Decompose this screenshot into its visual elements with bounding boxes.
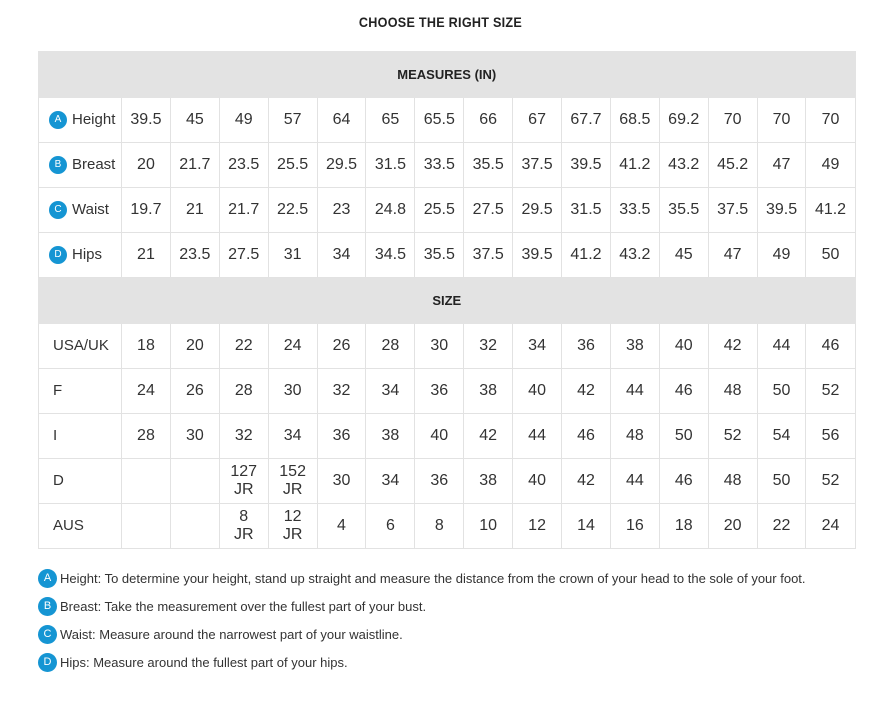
measure-value-cell: 31.5 <box>562 188 611 233</box>
measure-value-cell: 49 <box>219 98 268 143</box>
size-value-cell: 40 <box>415 414 464 459</box>
size-value-cell: 26 <box>317 324 366 369</box>
measure-value-cell: 37.5 <box>513 143 562 188</box>
measure-value-cell: 43.2 <box>659 143 708 188</box>
measure-value-cell: 35.5 <box>415 233 464 278</box>
size-value-cell: 38 <box>366 414 415 459</box>
measure-value-cell: 64 <box>317 98 366 143</box>
size-value-cell: 34 <box>513 324 562 369</box>
size-header-row <box>39 278 856 324</box>
size-value-cell <box>122 504 171 549</box>
size-header: SIZE <box>39 278 856 324</box>
measure-value-cell: 37.5 <box>708 188 757 233</box>
measure-value-cell: 33.5 <box>610 188 659 233</box>
measure-value-cell: 21 <box>170 188 219 233</box>
measure-value-cell: 25.5 <box>415 188 464 233</box>
measure-value-cell: 31.5 <box>366 143 415 188</box>
note-text: Hips: Measure around the fullest part of your hips. <box>60 654 348 670</box>
size-value-cell: 24 <box>122 369 171 414</box>
measure-value-cell: 57 <box>268 98 317 143</box>
measure-value-cell: 69.2 <box>659 98 708 143</box>
size-value-cell: 32 <box>219 414 268 459</box>
size-value-cell: 30 <box>415 324 464 369</box>
size-value-cell: 42 <box>708 324 757 369</box>
size-value-cell: 127 JR <box>219 459 268 504</box>
measure-value-cell: 45 <box>659 233 708 278</box>
note-text: Height: To determine your height, stand up straight and measure the distance from the crown of your head to the sole of your foot. <box>60 570 806 586</box>
measure-badge-icon: B <box>49 156 67 174</box>
measure-value-cell: 19.7 <box>122 188 171 233</box>
size-value-cell: 56 <box>806 414 855 459</box>
size-value-cell: 28 <box>122 414 171 459</box>
size-value-cell: 36 <box>562 324 611 369</box>
note-badge-icon: C <box>38 625 57 644</box>
measures-header: MEASURES (IN) <box>39 52 856 98</box>
note-badge-icon: B <box>38 597 57 616</box>
size-value-cell: 46 <box>562 414 611 459</box>
note-item <box>38 592 855 620</box>
measure-value-cell: 29.5 <box>317 143 366 188</box>
measure-value-cell: 45.2 <box>708 143 757 188</box>
size-value-cell: 48 <box>708 369 757 414</box>
measure-value-cell: 39.5 <box>757 188 806 233</box>
measure-value-cell: 33.5 <box>415 143 464 188</box>
size-value-cell: 38 <box>464 459 513 504</box>
size-value-cell <box>170 459 219 504</box>
size-system-label: I <box>39 414 122 459</box>
size-value-cell: 42 <box>464 414 513 459</box>
measure-label-text: Hips <box>72 245 103 263</box>
size-value-cell: 42 <box>562 459 611 504</box>
size-value-cell: 14 <box>562 504 611 549</box>
measure-value-cell: 70 <box>757 98 806 143</box>
measure-value-cell: 29.5 <box>513 188 562 233</box>
measure-value-cell: 66 <box>464 98 513 143</box>
measure-badge-icon: C <box>49 201 67 219</box>
size-value-cell: 34 <box>268 414 317 459</box>
size-value-cell: 46 <box>659 459 708 504</box>
size-value-cell: 8 <box>415 504 464 549</box>
size-value-cell: 44 <box>513 414 562 459</box>
measure-value-cell: 41.2 <box>610 143 659 188</box>
size-row-usauk <box>39 324 856 369</box>
size-row-i <box>39 414 856 459</box>
measure-value-cell: 41.2 <box>562 233 611 278</box>
measure-value-cell: 27.5 <box>464 188 513 233</box>
measure-value-cell: 49 <box>757 233 806 278</box>
size-value-cell: 52 <box>806 369 855 414</box>
size-value-cell <box>122 459 171 504</box>
size-value-cell: 38 <box>464 369 513 414</box>
note-text: Waist: Measure around the narrowest part of your waistline. <box>60 626 403 642</box>
measure-value-cell: 21.7 <box>219 188 268 233</box>
size-value-cell: 152 JR <box>268 459 317 504</box>
measure-value-cell: 43.2 <box>610 233 659 278</box>
measure-value-cell: 45 <box>170 98 219 143</box>
measure-value-cell: 70 <box>708 98 757 143</box>
note-badge-icon: A <box>38 569 57 588</box>
measure-value-cell: 39.5 <box>562 143 611 188</box>
size-value-cell: 52 <box>806 459 855 504</box>
size-value-cell: 20 <box>708 504 757 549</box>
size-value-cell: 22 <box>757 504 806 549</box>
page-title: CHOOSE THE RIGHT SIZE <box>358 14 523 30</box>
size-value-cell: 16 <box>610 504 659 549</box>
measure-badge-icon: A <box>49 111 67 129</box>
note-text: Breast: Take the measurement over the fullest part of your bust. <box>60 598 427 614</box>
size-value-cell: 30 <box>170 414 219 459</box>
size-system-label: AUS <box>39 504 122 549</box>
note-badge-icon: D <box>38 653 57 672</box>
measurement-notes <box>38 564 855 676</box>
measure-label <box>39 98 122 143</box>
measure-value-cell: 22.5 <box>268 188 317 233</box>
measure-badge-icon: D <box>49 246 67 264</box>
measure-value-cell: 23.5 <box>219 143 268 188</box>
measure-value-cell: 67 <box>513 98 562 143</box>
size-value-cell: 24 <box>268 324 317 369</box>
size-value-cell: 12 JR <box>268 504 317 549</box>
measure-row-breast <box>39 143 856 188</box>
measure-value-cell: 20 <box>122 143 171 188</box>
measure-value-cell: 31 <box>268 233 317 278</box>
size-system-label: D <box>39 459 122 504</box>
measure-value-cell: 35.5 <box>464 143 513 188</box>
measure-value-cell: 65 <box>366 98 415 143</box>
size-value-cell: 46 <box>806 324 855 369</box>
size-value-cell: 6 <box>366 504 415 549</box>
measure-value-cell: 21 <box>122 233 171 278</box>
measure-label <box>39 188 122 233</box>
measure-value-cell: 67.7 <box>562 98 611 143</box>
size-value-cell: 50 <box>659 414 708 459</box>
size-value-cell: 28 <box>366 324 415 369</box>
size-value-cell: 40 <box>513 459 562 504</box>
measure-value-cell: 21.7 <box>170 143 219 188</box>
size-value-cell: 30 <box>268 369 317 414</box>
measures-header-row <box>39 52 856 98</box>
size-value-cell: 20 <box>170 324 219 369</box>
measure-value-cell: 50 <box>806 233 855 278</box>
measure-value-cell: 39.5 <box>513 233 562 278</box>
measure-value-cell: 25.5 <box>268 143 317 188</box>
measure-label-text: Breast <box>72 155 116 173</box>
note-item <box>38 648 855 676</box>
size-value-cell: 50 <box>757 459 806 504</box>
size-value-cell: 22 <box>219 324 268 369</box>
size-value-cell: 34 <box>366 369 415 414</box>
size-value-cell: 36 <box>415 459 464 504</box>
measure-label <box>39 233 122 278</box>
size-value-cell: 54 <box>757 414 806 459</box>
size-row-f <box>39 369 856 414</box>
size-value-cell: 4 <box>317 504 366 549</box>
size-value-cell: 36 <box>415 369 464 414</box>
measure-value-cell: 35.5 <box>659 188 708 233</box>
size-value-cell: 32 <box>464 324 513 369</box>
measure-value-cell: 68.5 <box>610 98 659 143</box>
measure-label <box>39 143 122 188</box>
size-value-cell: 42 <box>562 369 611 414</box>
size-value-cell: 52 <box>708 414 757 459</box>
measure-value-cell: 23 <box>317 188 366 233</box>
measure-row-hips <box>39 233 856 278</box>
size-value-cell: 24 <box>806 504 855 549</box>
measure-value-cell: 23.5 <box>170 233 219 278</box>
measure-value-cell: 70 <box>806 98 855 143</box>
size-chart-table <box>38 51 856 549</box>
size-value-cell: 40 <box>659 324 708 369</box>
size-value-cell: 48 <box>610 414 659 459</box>
measure-value-cell: 41.2 <box>806 188 855 233</box>
size-row-aus <box>39 504 856 549</box>
measure-value-cell: 24.8 <box>366 188 415 233</box>
size-system-label: USA/UK <box>39 324 122 369</box>
size-value-cell: 48 <box>708 459 757 504</box>
size-value-cell: 46 <box>659 369 708 414</box>
size-value-cell: 26 <box>170 369 219 414</box>
size-value-cell: 18 <box>122 324 171 369</box>
size-value-cell: 28 <box>219 369 268 414</box>
size-value-cell: 32 <box>317 369 366 414</box>
size-value-cell: 36 <box>317 414 366 459</box>
size-value-cell: 18 <box>659 504 708 549</box>
measure-value-cell: 27.5 <box>219 233 268 278</box>
measure-value-cell: 47 <box>757 143 806 188</box>
size-value-cell: 38 <box>610 324 659 369</box>
measure-row-waist <box>39 188 856 233</box>
size-value-cell: 12 <box>513 504 562 549</box>
size-value-cell: 44 <box>757 324 806 369</box>
measure-label-text: Height <box>72 110 116 128</box>
note-item <box>38 564 855 592</box>
size-row-d <box>39 459 856 504</box>
measure-value-cell: 65.5 <box>415 98 464 143</box>
size-system-label: F <box>39 369 122 414</box>
size-value-cell: 10 <box>464 504 513 549</box>
size-value-cell: 34 <box>366 459 415 504</box>
size-value-cell: 44 <box>610 459 659 504</box>
size-value-cell: 50 <box>757 369 806 414</box>
size-value-cell <box>170 504 219 549</box>
size-value-cell: 30 <box>317 459 366 504</box>
measure-value-cell: 34 <box>317 233 366 278</box>
measure-value-cell: 39.5 <box>122 98 171 143</box>
measure-label-text: Waist <box>72 200 109 218</box>
measure-value-cell: 49 <box>806 143 855 188</box>
measure-value-cell: 37.5 <box>464 233 513 278</box>
measure-row-height <box>39 98 856 143</box>
size-value-cell: 44 <box>610 369 659 414</box>
size-value-cell: 8 JR <box>219 504 268 549</box>
measure-value-cell: 47 <box>708 233 757 278</box>
measure-value-cell: 34.5 <box>366 233 415 278</box>
size-value-cell: 40 <box>513 369 562 414</box>
note-item <box>38 620 855 648</box>
